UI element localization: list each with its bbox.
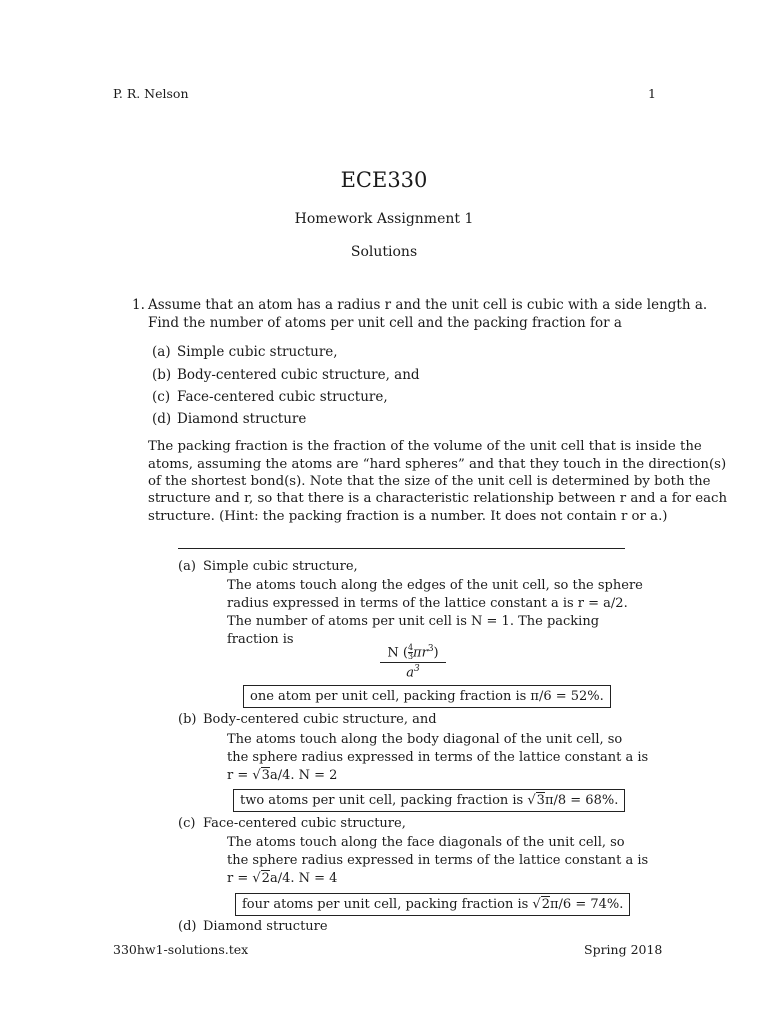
header-author: P. R. Nelson: [113, 86, 189, 101]
problem-item-text: Face-centered cubic structure,: [177, 389, 388, 405]
problem-item-text: Body-centered cubic structure, and: [177, 367, 420, 383]
solution-a-line: The atoms touch along the edges of the unit cell, so the sphere: [227, 578, 643, 593]
answer-suffix: π/6 = 74%.: [550, 897, 624, 912]
formula-numerator-suffix: ): [433, 645, 439, 661]
footer-filename: 330hw1-solutions.tex: [113, 942, 249, 957]
problem-intro-line-2: Find the number of atoms per unit cell and the packing fraction for a: [148, 315, 622, 331]
solution-a-label: (a): [178, 559, 196, 574]
problem-item-text: Simple cubic structure,: [177, 344, 338, 360]
solution-b-line: the sphere radius expressed in terms of the lattice constant a is: [227, 750, 649, 765]
header-page-number: 1: [648, 86, 656, 101]
problem-number: 1.: [132, 297, 145, 313]
formula-denominator-exponent: 3: [414, 664, 420, 675]
answer-radicand: 2: [541, 897, 550, 912]
document-subtitle-solutions: Solutions: [350, 244, 418, 260]
problem-item-label: (a): [152, 344, 171, 360]
formula-denominator: a: [406, 665, 415, 681]
solution-b-radius: r = √3a/4. N = 2: [227, 768, 338, 783]
radius-suffix: a/4. N = 2: [269, 768, 338, 783]
solution-b-heading: Body-centered cubic structure, and: [203, 712, 437, 727]
solution-b-label: (b): [178, 712, 197, 727]
paragraph-line: of the shortest bond(s). Note that the size of the unit cell is determined by both the: [148, 474, 711, 489]
problem-item-text: Diamond structure: [177, 411, 307, 427]
solution-c-label: (c): [178, 816, 196, 831]
paragraph-line: atoms, assuming the atoms are “hard spheres” and that they touch in the direction(s): [148, 457, 727, 472]
formula-numerator-exponent: 3: [427, 644, 434, 654]
packing-fraction-formula: [380, 644, 446, 681]
solution-separator: [178, 548, 625, 549]
solution-c-line: The atoms touch along the face diagonals of the unit cell, so: [227, 835, 625, 850]
solution-a-answer-box: one atom per unit cell, packing fraction is π/6 = 52%.: [243, 685, 611, 708]
footer-term: Spring 2018: [584, 942, 663, 957]
problem-item-label: (b): [152, 367, 172, 383]
solution-c-answer-box: four atoms per unit cell, packing fraction is √2π/6 = 74%.: [235, 893, 630, 916]
answer-prefix: four atoms per unit cell, packing fraction is: [242, 897, 533, 912]
radicand: 2: [261, 871, 270, 886]
answer-prefix: two atoms per unit cell, packing fraction is: [240, 793, 528, 808]
document-subtitle: Homework Assignment 1: [294, 211, 474, 227]
radius-prefix: r =: [227, 768, 253, 783]
mini-numerator: 4: [407, 643, 414, 653]
radicand: 3: [261, 768, 270, 783]
problem-item-label: (d): [152, 411, 172, 427]
radius-suffix: a/4. N = 4: [269, 871, 338, 886]
solution-c-radius: r = √2a/4. N = 4: [227, 871, 338, 886]
formula-numerator-body: πr: [413, 645, 428, 661]
solution-a-line: The number of atoms per unit cell is N = 1. The packing: [227, 614, 600, 629]
solution-c-line: the sphere radius expressed in terms of the lattice constant a is: [227, 853, 649, 868]
solution-a-line: radius expressed in terms of the lattice constant a is r = a/2.: [227, 596, 628, 611]
radius-prefix: r =: [227, 871, 253, 886]
document-title: ECE330: [340, 168, 428, 192]
solution-d-label: (d): [178, 919, 197, 934]
solution-c-heading: Face-centered cubic structure,: [203, 816, 406, 831]
mini-denominator: 3: [407, 652, 414, 662]
problem-item-label: (c): [152, 389, 171, 405]
formula-numerator-prefix: N (: [387, 645, 408, 661]
solution-d-heading: Diamond structure: [203, 919, 328, 934]
solution-a-line: fraction is: [227, 632, 294, 647]
paragraph-line: The packing fraction is the fraction of the volume of the unit cell that is inside the: [148, 439, 702, 454]
solution-b-answer-box: two atoms per unit cell, packing fraction is √3π/8 = 68%.: [233, 789, 625, 812]
problem-intro-line-1: Assume that an atom has a radius r and the unit cell is cubic with a side length a.: [148, 297, 708, 313]
solution-a-heading: Simple cubic structure,: [203, 559, 358, 574]
solution-b-line: The atoms touch along the body diagonal of the unit cell, so: [227, 732, 623, 747]
paragraph-line: structure and r, so that there is a characteristic relationship between r and a for each: [148, 491, 728, 506]
answer-radicand: 3: [536, 793, 545, 808]
paragraph-line: structure. (Hint: the packing fraction is a number. It does not contain r or a.): [148, 509, 668, 524]
answer-suffix: π/8 = 68%.: [544, 793, 619, 808]
